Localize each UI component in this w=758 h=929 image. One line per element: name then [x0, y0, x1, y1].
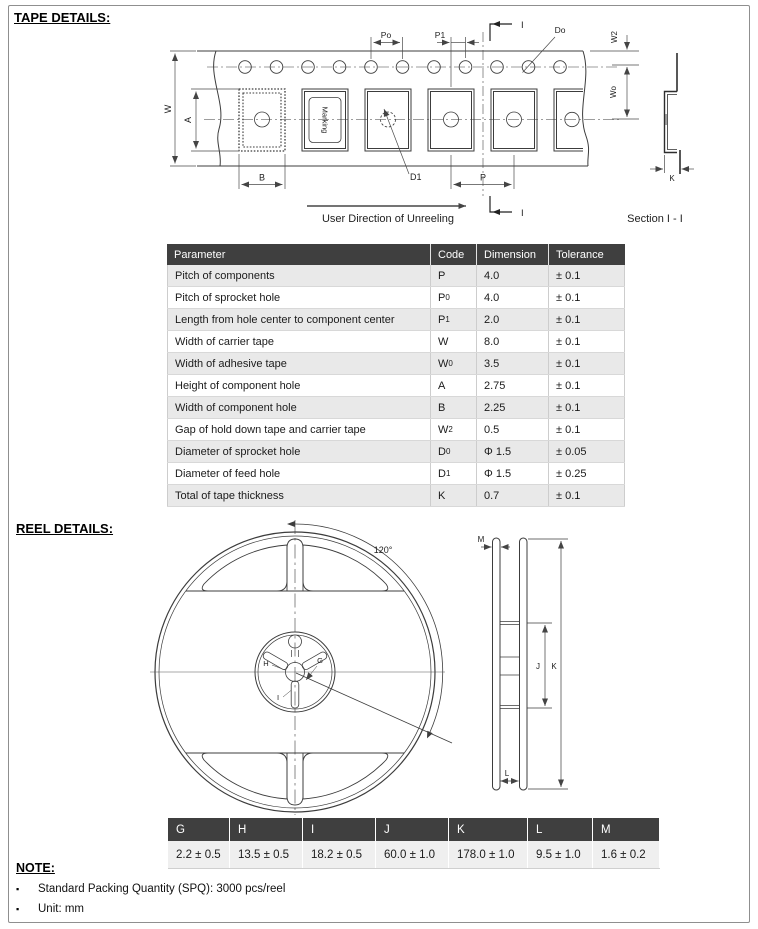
- dimension-p: [451, 155, 514, 189]
- cell-dimension: 2.75: [477, 375, 549, 396]
- tape-table-row: [167, 397, 625, 419]
- reel-col-header: K: [449, 818, 528, 841]
- pocket-marking: [302, 89, 348, 151]
- svg-text:G: G: [317, 656, 323, 665]
- cell-parameter: Diameter of feed hole: [167, 463, 431, 484]
- tape-table-row: [167, 419, 625, 441]
- cell-tolerance: ± 0.05: [549, 441, 625, 462]
- col-header-code: Code: [431, 244, 477, 265]
- tape-table-row: [167, 485, 625, 507]
- cell-code: W 2: [431, 419, 477, 440]
- cell-dimension: 3.5: [477, 353, 549, 374]
- reel-table-values: [168, 841, 660, 869]
- dimension-m: [478, 535, 510, 547]
- cell-dimension: 0.7: [477, 485, 549, 506]
- cell-code: B: [431, 397, 477, 418]
- dimension-do: [523, 25, 566, 73]
- cell-tolerance: ± 0.1: [549, 353, 625, 374]
- cell-tolerance: ± 0.1: [549, 485, 625, 506]
- tape-table-body: [167, 265, 625, 507]
- svg-text:Po: Po: [380, 30, 392, 40]
- dimension-p1: [435, 30, 479, 87]
- component-pockets: [239, 89, 583, 151]
- cell-code: P 1: [431, 309, 477, 330]
- cell-tolerance: ± 0.1: [549, 287, 625, 308]
- dimension-b: [239, 154, 285, 189]
- note-text: Standard Packing Quantity (SPQ): 3000 pcs/reel: [38, 883, 286, 895]
- cell-dimension: Φ 1.5: [477, 463, 549, 484]
- svg-text:W2: W2: [610, 31, 619, 43]
- svg-text:A: A: [183, 116, 193, 124]
- tape-table-row: [167, 309, 625, 331]
- sprocket-holes: [204, 61, 620, 120]
- tape-details-heading: TAPE DETAILS:: [14, 10, 111, 25]
- tape-drawing: [0, 0, 758, 238]
- svg-text:P: P: [479, 172, 487, 183]
- tape-table-row: [167, 265, 625, 287]
- col-header-dimension: Dimension: [477, 244, 549, 265]
- svg-text:Do: Do: [554, 25, 566, 35]
- cell-code: D 1: [431, 463, 477, 484]
- reel-col-header: H: [230, 818, 303, 841]
- hub-section-lines: [500, 622, 520, 709]
- dimension-po: [371, 30, 403, 59]
- reel-value-cell: 2.2 ± 0.5: [168, 841, 230, 868]
- cell-parameter: Gap of hold down tape and carrier tape: [167, 419, 431, 440]
- reel-table: [168, 818, 660, 869]
- tape-table-row: [167, 353, 625, 375]
- pocket-dotted: [239, 89, 285, 151]
- unreeling-label: User Direction of Unreeling: [321, 213, 455, 225]
- pocket-partial: [554, 89, 583, 151]
- pocket-plain-1: [428, 89, 474, 151]
- dimension-k: [650, 155, 694, 183]
- svg-text:H: H: [263, 659, 269, 668]
- cell-tolerance: ± 0.1: [549, 397, 625, 418]
- cell-parameter: Pitch of sprocket hole: [167, 287, 431, 308]
- reel-value-cell: 1.6 ± 0.2: [593, 841, 660, 868]
- cell-dimension: 0.5: [477, 419, 549, 440]
- col-header-tolerance: Tolerance: [556, 248, 604, 261]
- cell-dimension: 4.0: [477, 287, 549, 308]
- reel-table-header: [168, 818, 660, 841]
- reel-details-heading: REEL DETAILS:: [16, 521, 114, 536]
- svg-text:I: I: [521, 208, 524, 219]
- note-item: [16, 879, 516, 899]
- note-heading: NOTE:: [16, 861, 55, 875]
- reel-front-view: [150, 520, 452, 815]
- cell-parameter: Total of tape thickness: [167, 485, 431, 506]
- section-label: Section I - I: [627, 213, 683, 225]
- cell-dimension: 2.0: [477, 309, 549, 330]
- reel-col-header: G: [168, 818, 230, 841]
- reel-value-cell: 60.0 ± 1.0: [376, 841, 449, 868]
- svg-text:W: W: [163, 104, 173, 114]
- reel-value-cell: 178.0 ± 1.0: [449, 841, 528, 868]
- cell-dimension: Φ 1.5: [477, 441, 549, 462]
- cell-tolerance: ± 0.1: [549, 265, 625, 286]
- svg-text:B: B: [258, 172, 266, 183]
- cell-parameter: Width of component hole: [167, 397, 431, 418]
- reel-value-cell: 9.5 ± 1.0: [528, 841, 593, 868]
- marking-label: Marking: [320, 106, 330, 134]
- cell-parameter: Width of carrier tape: [167, 331, 431, 352]
- cell-parameter: Width of adhesive tape: [167, 353, 431, 374]
- cell-tolerance: ± 0.1: [549, 309, 625, 330]
- note-list: [16, 879, 516, 919]
- reel-col-header: L: [528, 818, 593, 841]
- note-bullet: ▪: [16, 904, 20, 914]
- col-header-parameter: Parameter: [167, 244, 431, 265]
- note-item: [16, 899, 516, 919]
- svg-text:L: L: [504, 769, 510, 778]
- tape-dimensions: [163, 25, 639, 189]
- dimension-l: [501, 769, 519, 781]
- cell-tolerance: ± 0.1: [549, 375, 625, 396]
- svg-text:P1: P1: [434, 30, 446, 40]
- tape-table-row: [167, 463, 625, 485]
- svg-text:I: I: [276, 693, 280, 702]
- cell-code: A: [431, 375, 477, 396]
- dimension-j: [527, 623, 552, 708]
- cell-code: W 0: [431, 353, 477, 374]
- cell-parameter: Height of component hole: [167, 375, 431, 396]
- svg-text:Wo: Wo: [609, 86, 618, 98]
- note-bullet: ▪: [16, 884, 20, 894]
- svg-text:D1: D1: [410, 172, 422, 182]
- svg-text:K: K: [669, 174, 675, 183]
- tape-table-row: [167, 331, 625, 353]
- cell-code: W: [431, 331, 477, 352]
- tape-table-row: [167, 375, 625, 397]
- cell-parameter: Length from hole center to component center: [167, 309, 431, 330]
- svg-text:K: K: [551, 662, 557, 671]
- cell-code: D 0: [431, 441, 477, 462]
- reel-drawing: [0, 508, 758, 824]
- cell-parameter: Pitch of components: [167, 265, 431, 286]
- cell-dimension: 8.0: [477, 331, 549, 352]
- reel-value-cell: 18.2 ± 0.5: [303, 841, 376, 868]
- dimension-w2: [590, 30, 639, 65]
- svg-text:J: J: [536, 662, 540, 671]
- tape-table-row: [167, 287, 625, 309]
- cell-dimension: 4.0: [477, 265, 549, 286]
- svg-text:M: M: [477, 535, 485, 544]
- dimension-w: [163, 51, 196, 166]
- section-profile: [627, 53, 694, 225]
- tape-table-header: [167, 244, 625, 265]
- reel-col-header: M: [593, 818, 660, 841]
- pocket-plain-2: [491, 89, 537, 151]
- dimension-k-side: [528, 539, 568, 789]
- cell-code: P: [431, 265, 477, 286]
- cell-tolerance: ± 0.1: [549, 331, 625, 352]
- cell-dimension: 2.25: [477, 397, 549, 418]
- reel-value-cell: 13.5 ± 0.5: [230, 841, 303, 868]
- cell-code: P 0: [431, 287, 477, 308]
- svg-text:I: I: [521, 20, 524, 31]
- dimension-a: [183, 89, 238, 151]
- cell-tolerance: ± 0.25: [549, 463, 625, 484]
- reel-col-header: J: [376, 818, 449, 841]
- cell-code: K: [431, 485, 477, 506]
- tape-table-row: [167, 441, 625, 463]
- dimension-wo: [609, 67, 639, 119]
- tape-table: [167, 244, 625, 507]
- note-text: Unit: mm: [38, 903, 84, 915]
- dimension-d1: [384, 109, 422, 182]
- reel-col-header: I: [303, 818, 376, 841]
- cell-parameter: Diameter of sprocket hole: [167, 441, 431, 462]
- angle-label: 120°: [373, 545, 393, 555]
- cell-tolerance: ± 0.1: [549, 419, 625, 440]
- reel-side-view: [478, 535, 568, 790]
- unreeling-direction: [307, 206, 466, 225]
